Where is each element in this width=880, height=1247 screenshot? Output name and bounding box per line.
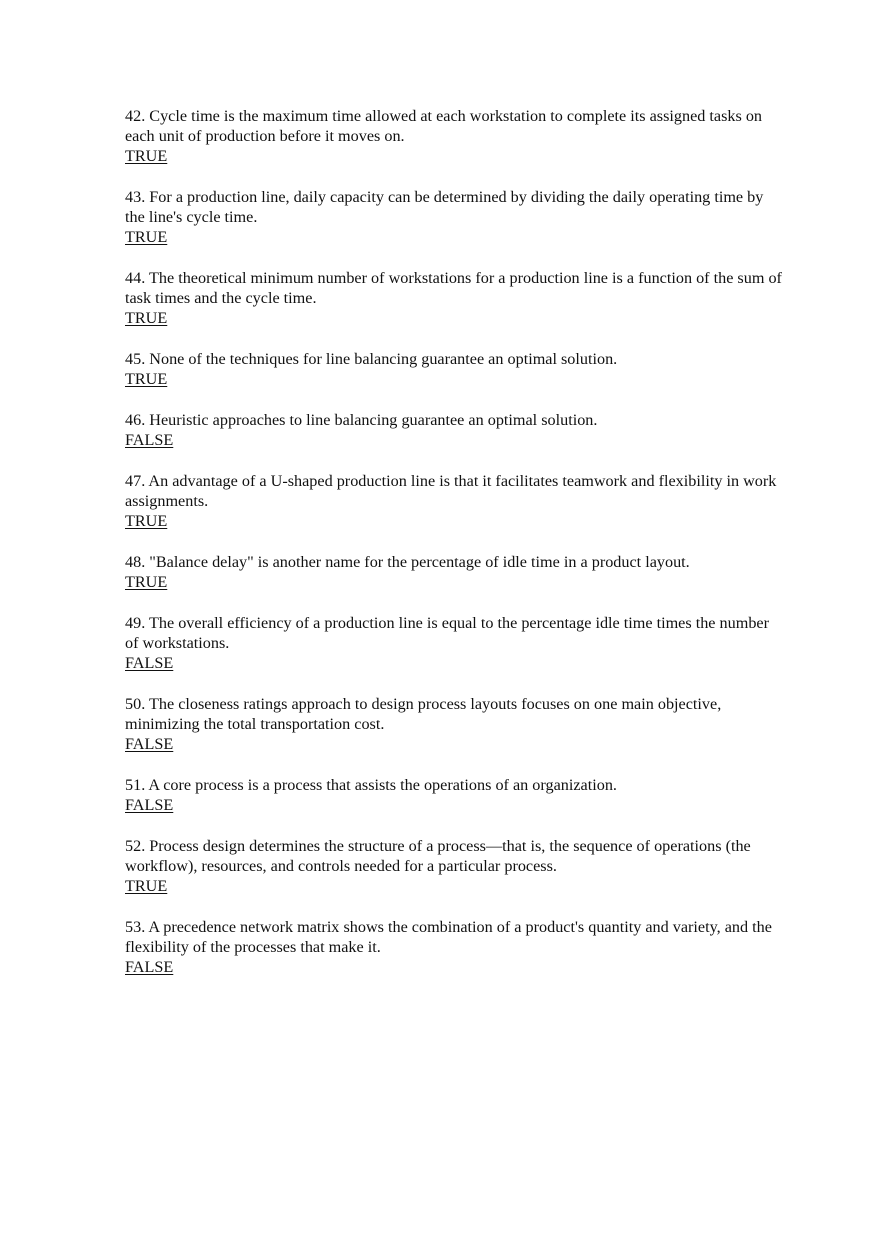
question-text: 52. Process design determines the structure of a process—that is, the sequence of operations (the workflow), resources, and controls needed for a particular process. <box>125 837 751 875</box>
question-item <box>125 694 785 754</box>
question-text: 42. Cycle time is the maximum time allowed at each workstation to complete its assigned tasks on each unit of production before it moves on. <box>125 107 763 145</box>
question-item <box>125 471 785 531</box>
question-text: 47. An advantage of a U-shaped production line is that it facilitates teamwork and flexibility in work assignments. <box>125 472 777 510</box>
answer-label: TRUE <box>125 147 168 165</box>
answer-label: FALSE <box>125 654 174 672</box>
question-item <box>125 349 785 389</box>
question-item <box>125 187 785 247</box>
question-text: 43. For a production line, daily capacity can be determined by dividing the daily operating time by the line's cycle time. <box>125 188 764 226</box>
question-text: 46. Heuristic approaches to line balancing guarantee an optimal solution. <box>125 411 598 429</box>
question-item <box>125 775 785 815</box>
answer-label: TRUE <box>125 512 168 530</box>
question-text: 45. None of the techniques for line balancing guarantee an optimal solution. <box>125 350 618 368</box>
question-text: 49. The overall efficiency of a production line is equal to the percentage idle time times the number of workstations. <box>125 614 769 652</box>
answer-label: FALSE <box>125 958 174 976</box>
question-item <box>125 917 785 977</box>
document-page <box>125 106 785 998</box>
answer-label: TRUE <box>125 370 168 388</box>
question-item <box>125 552 785 592</box>
question-item <box>125 410 785 450</box>
answer-label: TRUE <box>125 877 168 895</box>
answer-label: FALSE <box>125 431 174 449</box>
answer-label: FALSE <box>125 735 174 753</box>
question-text: 50. The closeness ratings approach to design process layouts focuses on one main objective, minimizing the total transportation cost. <box>125 695 722 733</box>
answer-label: TRUE <box>125 309 168 327</box>
question-item <box>125 106 785 166</box>
question-item <box>125 268 785 328</box>
question-item <box>125 613 785 673</box>
question-text: 48. "Balance delay" is another name for the percentage of idle time in a product layout. <box>125 553 690 571</box>
answer-label: TRUE <box>125 573 168 591</box>
question-text: 44. The theoretical minimum number of workstations for a production line is a function of the sum of task times and the cycle time. <box>125 269 782 307</box>
answer-label: FALSE <box>125 796 174 814</box>
question-text: 51. A core process is a process that assists the operations of an organization. <box>125 776 617 794</box>
answer-label: TRUE <box>125 228 168 246</box>
question-text: 53. A precedence network matrix shows the combination of a product's quantity and variety, and the flexibility of the processes that make it. <box>125 918 772 956</box>
question-item <box>125 836 785 896</box>
